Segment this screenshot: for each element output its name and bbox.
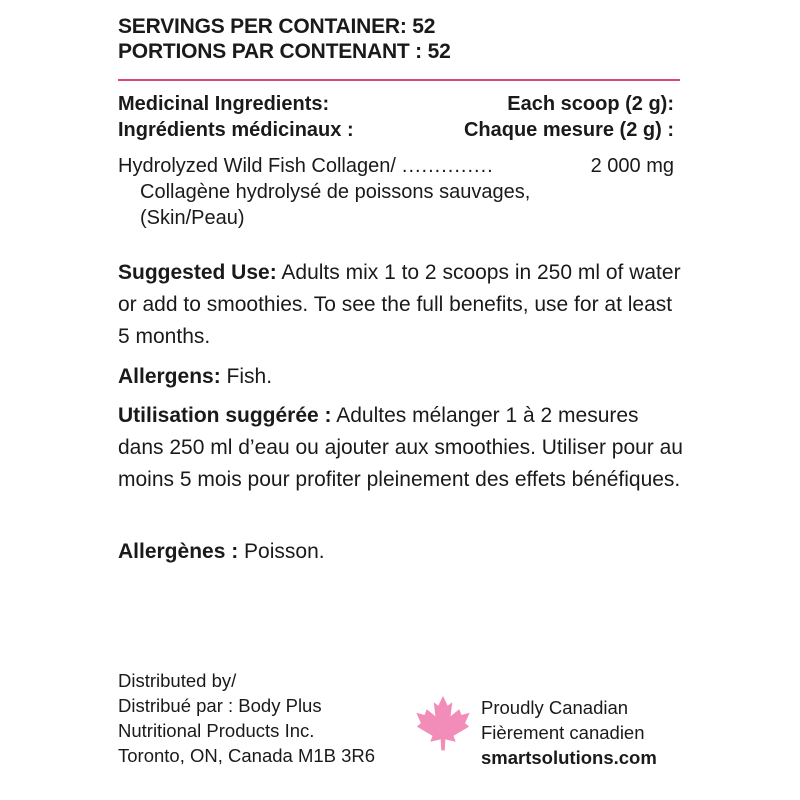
suggested-use-label: Suggested Use:: [118, 261, 277, 284]
proudly-canadian: Proudly Canadian: [481, 697, 629, 718]
suggested-use-section: [118, 257, 688, 353]
utilisation-text: Adultes mélanger 1 à 2 mesures dans 250 ml d’eau ou ajouter aux smoothies. Utiliser pour au moins 5 mois pour profiter pleinement des effets bénéfiques.: [118, 404, 683, 491]
allergens-text: Fish.: [220, 365, 273, 388]
allergenes-text: Poisson.: [238, 540, 325, 563]
allergens-section: [118, 361, 688, 393]
website[interactable]: smartsolutions.com: [481, 747, 657, 768]
distributor-line-2: Distribué par : Body Plus: [118, 695, 322, 716]
ingredient-name: Hydrolyzed Wild Fish Collagen/: [118, 155, 396, 177]
distributor-block: [118, 668, 375, 768]
ingredient-item: [118, 153, 680, 231]
allergenes-label: Allergènes :: [118, 540, 239, 563]
ingredient-amount: 2 000 mg: [590, 155, 674, 177]
allergens-label: Allergens:: [118, 365, 221, 388]
pink-divider: [118, 79, 680, 81]
fierement-canadien: Fièrement canadien: [481, 722, 645, 743]
ingredients-heading-en: [118, 92, 680, 116]
ingredient-source: (Skin/Peau): [140, 207, 245, 229]
suggested-use-text: Adults mix 1 to 2 scoops in 250 ml of water or add to smoothies. To see the full benefits, use for at least 5 months.: [118, 261, 681, 348]
maple-leaf-shape: [416, 696, 469, 751]
distributor-line-4: Toronto, ON, Canada M1B 3R6: [118, 745, 376, 766]
distributor-line-1: Distributed by/: [118, 670, 237, 691]
utilisation-label: Utilisation suggérée :: [118, 404, 332, 427]
distributor-line-3: Nutritional Products Inc.: [118, 720, 315, 741]
ingredients-medicinaux-label: Ingrédients médicinaux :: [118, 119, 354, 141]
servings-per-container-fr: PORTIONS PAR CONTENANT : 52: [118, 40, 451, 63]
servings-per-container-en: SERVINGS PER CONTAINER: 52: [118, 15, 436, 38]
chaque-mesure-label: Chaque mesure (2 g) :: [463, 119, 674, 141]
ingredient-line: [118, 153, 680, 179]
utilisation-section: [118, 400, 688, 496]
each-scoop-label: Each scoop (2 g):: [507, 93, 674, 115]
maple-leaf-icon: [414, 693, 472, 751]
servings-header: [118, 14, 680, 64]
ingredient-name-fr: Collagène hydrolysé de poissons sauvages,: [140, 181, 531, 203]
medicinal-ingredients-label: Medicinal Ingredients:: [118, 93, 330, 115]
canadian-block: [481, 695, 657, 770]
allergenes-section: [118, 536, 688, 568]
ingredient-dots: ..............: [401, 155, 494, 177]
ingredients-heading-fr: [118, 118, 680, 142]
